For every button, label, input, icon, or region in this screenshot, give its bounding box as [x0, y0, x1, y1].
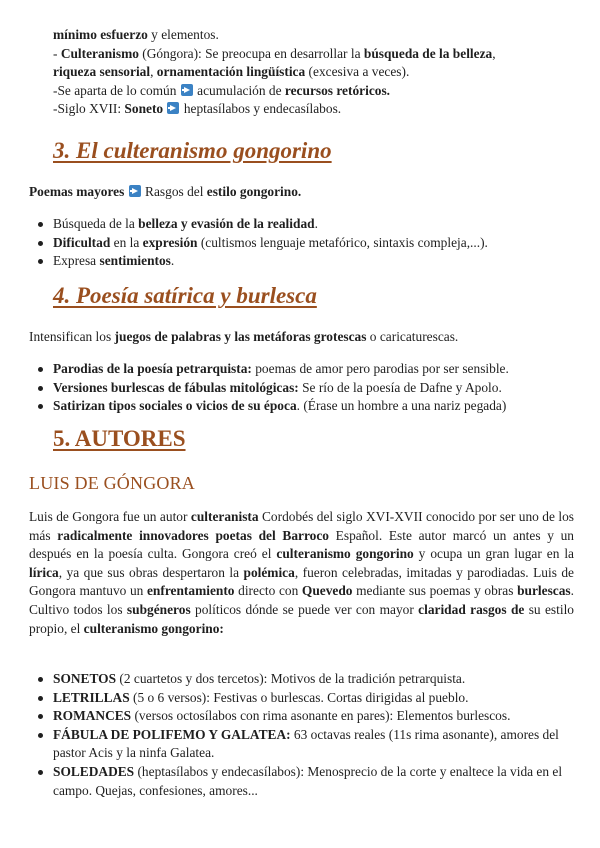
- arrow-right-icon: [129, 185, 141, 197]
- emphasis-run: claridad rasgos de: [418, 601, 525, 617]
- emphasis-run: culteranismo gongorino:: [83, 620, 224, 636]
- arrow-right-icon: [181, 84, 193, 96]
- emphasis-run: polémica: [243, 564, 295, 580]
- emphasis-run: culteranista: [190, 509, 259, 524]
- emphasis-run: radicalmente innovadores poetas del Barroco: [57, 527, 329, 543]
- list-item: Parodias de la poesía petrarquista: poemas de amor pero parodias por ser sensible.: [29, 360, 574, 379]
- text-run: políticos dónde se puede ver con mayor: [190, 601, 419, 617]
- intro-line-5: -Siglo XVII: Soneto heptasílabos y endecasílabos.: [53, 101, 342, 117]
- section-4-list: [29, 360, 574, 416]
- text-run: directo con: [234, 583, 302, 599]
- list-item: SONETOS (2 cuartetos y dos tercetos): Motivos de la tradición petrarquista.: [29, 670, 574, 689]
- section-5-heading: 5. AUTORES: [53, 426, 186, 451]
- text-run: Luis de Gongora fue un autor: [29, 509, 191, 524]
- list-item: SOLEDADES (heptasílabos y endecasílabos): Menosprecio de la corte y enaltece la vida en el campo. Quejas, confesiones, amores...: [29, 763, 574, 800]
- text-run: y ocupa un gran lugar en la: [413, 546, 574, 562]
- author-heading: LUIS DE GÓNGORA: [29, 473, 195, 493]
- section-4-intro: Intensifican los juegos de palabras y las metáforas grotescas o caricaturescas.: [29, 329, 459, 344]
- intro-line-4: -Se aparta de lo común acumulación de recursos retóricos.: [53, 82, 391, 98]
- emphasis-run: Quevedo: [301, 583, 353, 599]
- intro-line-1: mínimo esfuerzo y elementos.: [53, 27, 219, 42]
- intro-line-3: riqueza sensorial, ornamentación lingüística (excesiva a veces).: [53, 64, 410, 80]
- text-run: mediante sus poemas y obras: [352, 583, 518, 599]
- section-3-intro: Poemas mayores Rasgos del estilo gongorino.: [29, 184, 302, 199]
- author-paragraph: [29, 508, 574, 638]
- emphasis-run: lírica: [29, 564, 59, 580]
- text-run: Cordobés del siglo XVI-XVII conocido por ser uno de los más: [29, 509, 574, 543]
- list-item: Satirizan tipos sociales o vicios de su época. (Érase un hombre a una nariz pegada): [29, 397, 574, 416]
- list-item: LETRILLAS (5 o 6 versos): Festivas o burlescas. Cortas dirigidas al pueblo.: [29, 689, 574, 708]
- works-list: [29, 670, 574, 800]
- text-run: . Cultivo todos los: [29, 583, 574, 617]
- text-run: su estilo propio, el: [29, 601, 574, 636]
- section-3-list: [29, 215, 574, 271]
- list-item: Versiones burlescas de fábulas mitológicas: Se río de la poesía de Dafne y Apolo.: [29, 379, 574, 398]
- emphasis-run: subgéneros: [126, 601, 191, 617]
- list-item: FÁBULA DE POLIFEMO Y GALATEA: 63 octavas reales (11s rima asonante), amores del pastor Acis y la ninfa Galatea.: [29, 726, 574, 763]
- list-item: Expresa sentimientos.: [29, 252, 574, 271]
- intro-line-2: - Culteranismo (Góngora): Se preocupa en desarrollar la búsqueda de la belleza,: [53, 45, 496, 61]
- text-run: Español. Este autor marcó un antes y un después en la poesía culta. Gongora creó el: [29, 527, 574, 562]
- list-item: ROMANCES (versos octosílabos con rima asonante en pares): Elementos burlescos.: [29, 707, 574, 726]
- list-item: Búsqueda de la belleza y evasión de la realidad.: [29, 215, 574, 234]
- arrow-right-icon: [167, 102, 179, 114]
- section-4-heading: 4. Poesía satírica y burlesca: [53, 283, 317, 308]
- section-3-heading: 3. El culteranismo gongorino: [53, 138, 332, 163]
- text-run: , fueron celebradas, imitadas y parodiadas. Luis de Gongora mantuvo un: [29, 564, 574, 599]
- emphasis-run: burlescas: [517, 583, 571, 599]
- intro-block: [53, 26, 573, 119]
- text-run: , ya que sus obras despertaron la: [58, 564, 244, 580]
- list-item: Dificultad en la expresión (cultismos lenguaje metafórico, sintaxis compleja,...).: [29, 234, 574, 253]
- emphasis-run: enfrentamiento: [146, 583, 235, 599]
- emphasis-run: culteranismo gongorino: [276, 546, 414, 562]
